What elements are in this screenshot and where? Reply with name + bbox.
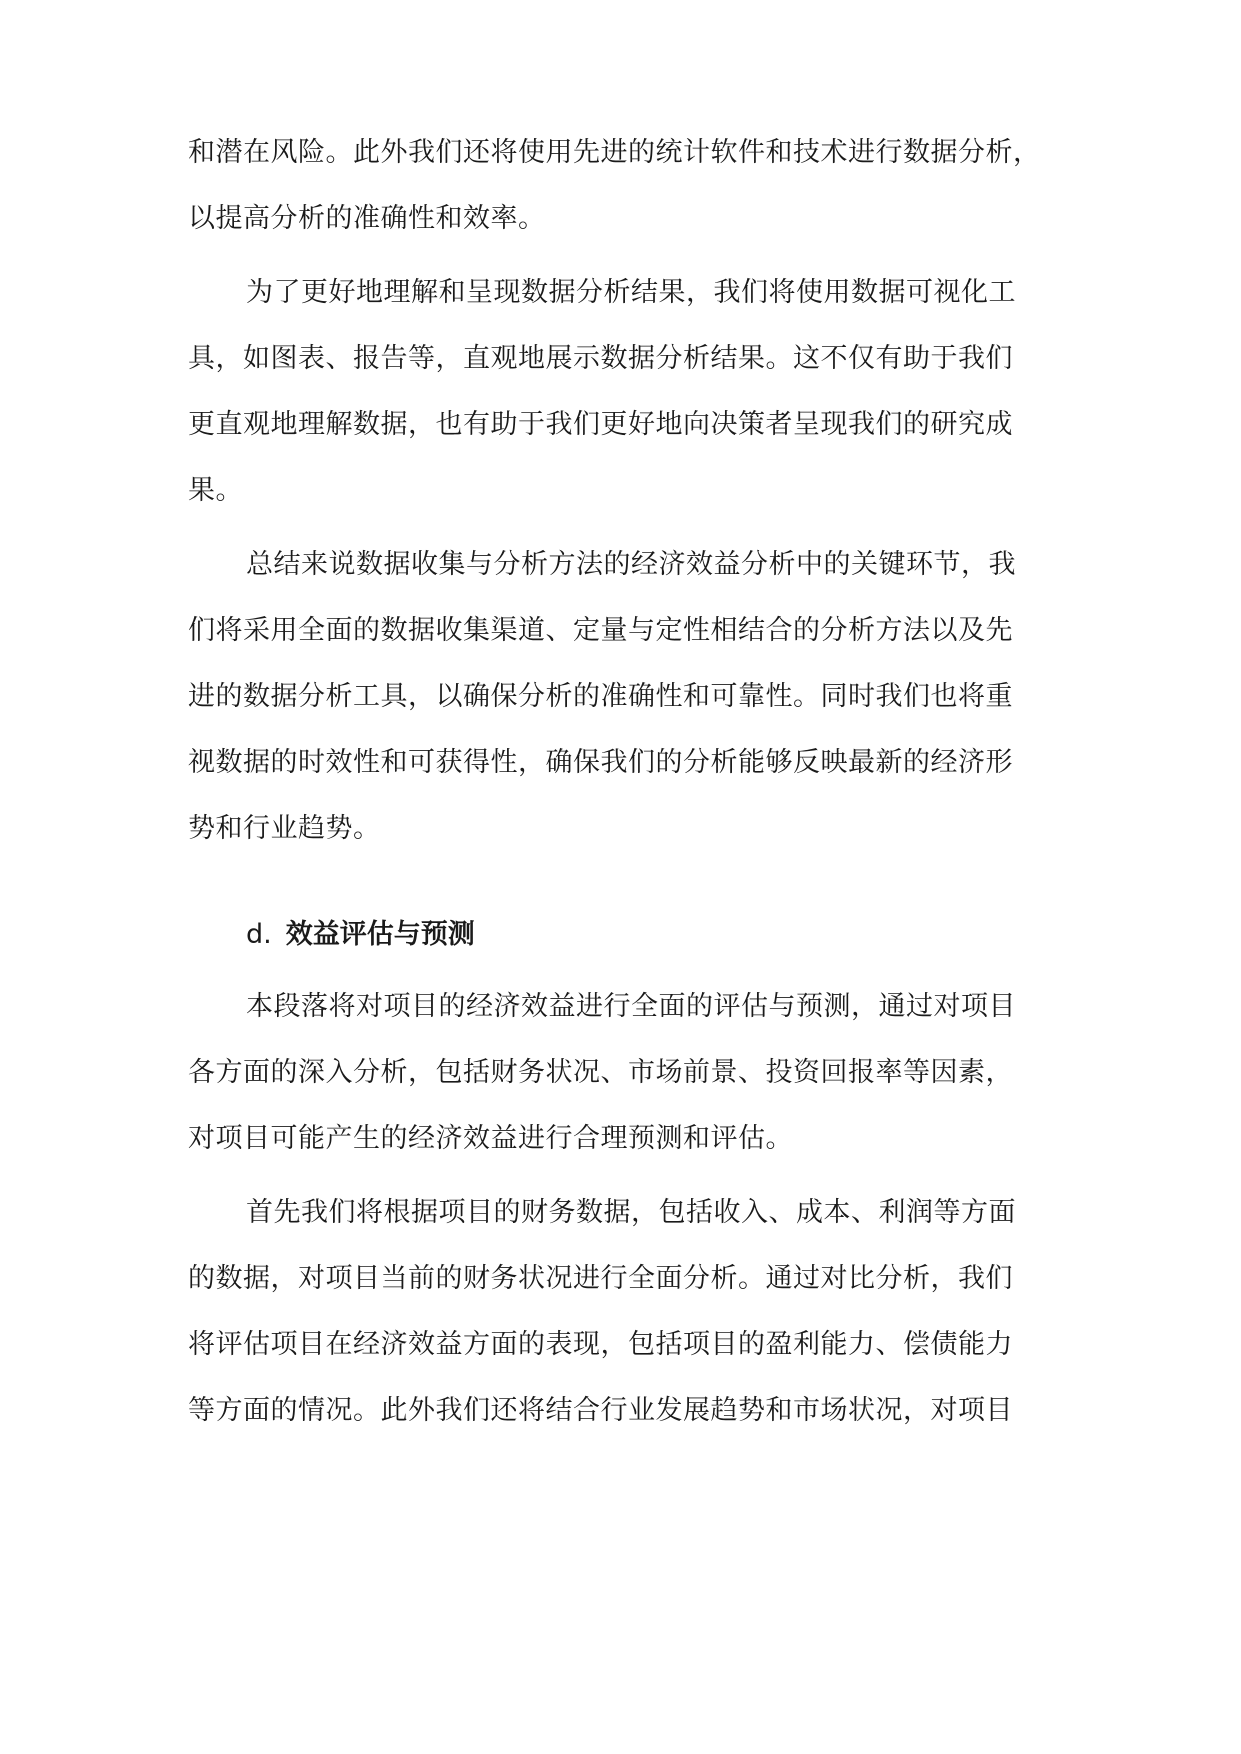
section-title: 效益评估与预测 — [285, 919, 475, 950]
text-line: 具，如图表、报告等，直观地展示数据分析结果。这不仅有助于我们 — [188, 343, 1013, 374]
text-line: 们将采用全面的数据收集渠道、定量与定性相结合的分析方法以及先 — [188, 615, 1013, 646]
text-line: 为了更好地理解和呈现数据分析结果，我们将使用数据可视化工 — [246, 277, 1016, 308]
section-marker: d. — [246, 919, 272, 950]
text-line: 总结来说数据收集与分析方法的经济效益分析中的关键环节，我 — [246, 549, 1016, 580]
text-line: 更直观地理解数据，也有助于我们更好地向决策者呈现我们的研究成 — [188, 409, 1013, 440]
text-line: 进的数据分析工具，以确保分析的准确性和可靠性。同时我们也将重 — [188, 681, 1013, 712]
text-line: 视数据的时效性和可获得性，确保我们的分析能够反映最新的经济形 — [188, 747, 1013, 778]
text-line: 的数据，对项目当前的财务状况进行全面分析。通过对比分析，我们 — [188, 1263, 1013, 1294]
text-line: 首先我们将根据项目的财务数据，包括收入、成本、利润等方面 — [246, 1197, 1016, 1228]
text-line: 以提高分析的准确性和效率。 — [188, 203, 546, 234]
text-line: 将评估项目在经济效益方面的表现，包括项目的盈利能力、偿债能力 — [188, 1329, 1013, 1360]
text-line: 各方面的深入分析，包括财务状况、市场前景、投资回报率等因素， — [188, 1057, 1013, 1088]
text-line: 对项目可能产生的经济效益进行合理预测和评估。 — [188, 1123, 793, 1154]
section-heading — [246, 917, 475, 953]
text-line: 和潜在风险。此外我们还将使用先进的统计软件和技术进行数据分析， — [188, 137, 1041, 168]
text-line: 等方面的情况。此外我们还将结合行业发展趋势和市场状况，对项目 — [188, 1395, 1013, 1426]
text-line: 势和行业趋势。 — [188, 813, 381, 844]
text-line: 本段落将对项目的经济效益进行全面的评估与预测，通过对项目 — [246, 991, 1016, 1022]
text-line: 果。 — [188, 475, 243, 506]
